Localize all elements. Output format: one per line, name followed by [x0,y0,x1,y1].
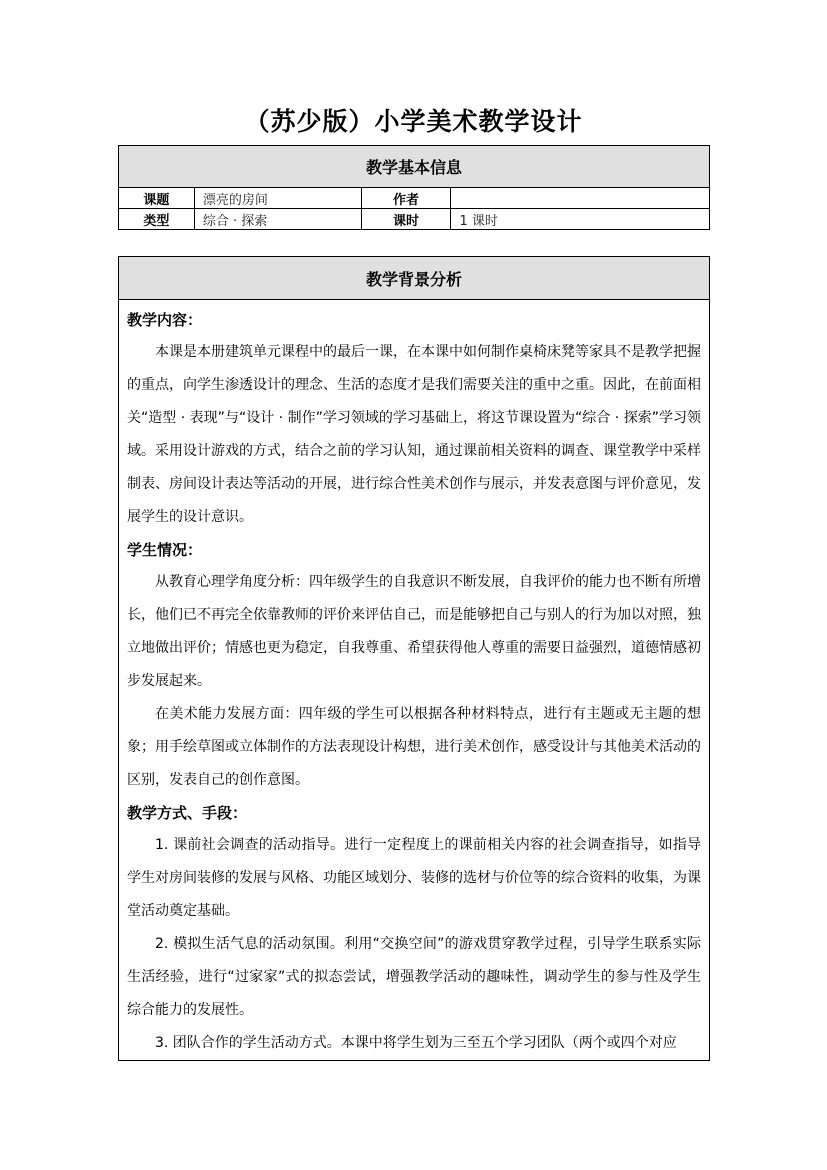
background-analysis-content [119,300,710,1061]
background-analysis-table [118,256,710,1061]
document-title: （苏少版）小学美术教学设计 [244,107,583,136]
basic-info-table [118,145,710,230]
paragraph: 2. 模拟生活气息的活动氛围。利用“交换空间”的游戏贯穿教学过程，引导学生联系实际生活经验，进行“过家家”式的拟态尝试，增强教学活动的趣味性，调动学生的参与性及学生综合能力的发展性。 [127,936,701,1018]
section-title-students: 学生情况： [127,541,203,559]
author-value [451,188,710,209]
paragraph: 从教育心理学角度分析：四年级学生的自我意识不断发展，自我评价的能力也不断有所增长，他们已不再完全依靠教师的评价来评估自己，而是能够把自己与别人的行为加以对照，独立地做出评价；情感也更为稳定，自我尊重、希望获得他人尊重的需要日益强烈，道德情感初步发展起来。 [127,574,701,689]
info-row [119,188,710,209]
type-value: 综合 · 探索 [194,209,361,230]
topic-value: 漂亮的房间 [194,188,361,209]
periods-value: 1 课时 [451,209,710,230]
section-title-methods: 教学方式、手段： [127,804,248,822]
author-label: 作者 [361,188,451,209]
paragraph: 在美术能力发展方面：四年级的学生可以根据各种材料特点，进行有主题或无主题的想象；用手绘草图或立体制作的方法表现设计构想，进行美术创作，感受设计与其他美术活动的区别，发表自己的创作意图。 [127,706,701,788]
paragraph: 本课是本册建筑单元课程中的最后一课，在本课中如何制作桌椅床凳等家具不是教学把握的重点，向学生渗透设计的理念、生活的态度才是我们需要关注的重中之重。因此，在前面相关“造型 · 表现”与“设计 · 制作”学习领域的学习基础上，将这节课设置为“综合 · 探索”学习领域。采用设计游戏的方式，结合之前的学习认知，通过课前相关资料的调查、课堂教学中采样制表、房间设计表达等活动的开展，进行综合性美术创作与展示，并发表意图与评价意见，发展学生的设计意识。 [127,344,701,525]
paragraph: 3. 团队合作的学生活动方式。本课中将学生划为三至五个学习团队（两个或四个对应 [155,1035,677,1051]
section-title-content: 教学内容： [127,311,203,329]
periods-label: 课时 [361,209,451,230]
background-analysis-header: 教学背景分析 [119,257,710,300]
basic-info-header: 教学基本信息 [119,146,710,188]
info-row [119,209,710,230]
topic-label: 课题 [119,188,195,209]
type-label: 类型 [119,209,195,230]
paragraph: 1. 课前社会调查的活动指导。进行一定程度上的课前相关内容的社会调查指导，如指导学生对房间装修的发展与风格、功能区域划分、装修的选材与价位等的综合资料的收集，为课堂活动奠定基础。 [127,837,701,919]
